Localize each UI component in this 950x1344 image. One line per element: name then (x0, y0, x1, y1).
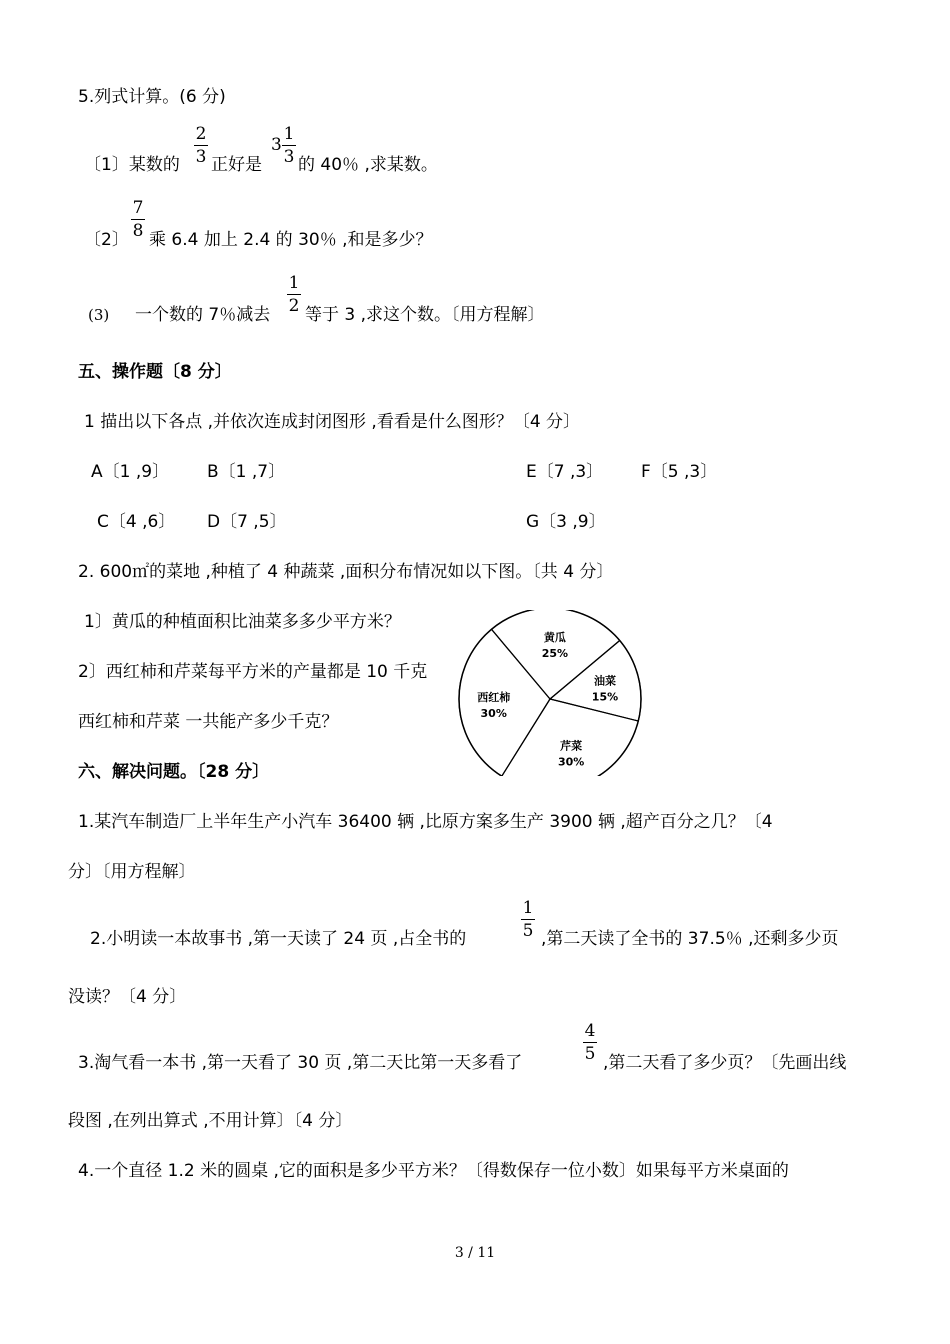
pie-label-3: 西红柿 (477, 690, 511, 704)
fraction-bar (131, 219, 145, 220)
pie-label-2: 芹菜 (560, 739, 583, 753)
page-number: 3 / 11 (454, 1245, 496, 1261)
q5-p1-pre: 〔1〕某数的 (84, 155, 180, 175)
fraction-bar (583, 1042, 597, 1043)
fraction-numerator: 1 (522, 898, 534, 918)
fraction-numerator: 1 (288, 273, 300, 293)
point-e: E〔7 ,3〕 (526, 462, 604, 482)
section5-q2-3: 西红柿和芹菜 一共能产多少千克？ (78, 712, 339, 732)
fraction-denominator: 2 (288, 296, 300, 316)
q5-p2-pre: 〔2〕 (84, 230, 129, 250)
fraction-bar (194, 145, 208, 146)
fraction-bar (282, 145, 296, 146)
section6-q1-line1: 1.某汽车制造厂上半年生产小汽车 36400 辆 ,比原方案多生产 3900 辆 ,超产百分之几？〔4 (78, 812, 773, 832)
fraction-denominator: 3 (283, 147, 295, 167)
fraction-bar (287, 294, 301, 295)
pie-value-0: 25% (541, 646, 569, 660)
fraction-numerator: 4 (584, 1021, 596, 1041)
q5-heading: 5.列式计算。(6 分) (78, 87, 226, 107)
section6-heading: 六、解决问题。〔28 分〕 (78, 762, 270, 782)
pie-value-1: 15% (591, 690, 619, 704)
section5-q2-1: 1〕黄瓜的种植面积比油菜多多少平方米？ (84, 612, 401, 632)
fraction-numerator: 7 (132, 198, 144, 218)
section6-q3-post: ,第二天看了多少页？〔先画出线 (603, 1053, 847, 1073)
q5-p2-post: 乘 6.4 加上 2.4 的 30％ ,和是多少？ (149, 230, 433, 250)
section6-q2-fraction (521, 898, 535, 941)
fraction-numerator: 1 (283, 124, 295, 144)
q5-p3-pre: 一个数的 7％减去 (135, 305, 271, 325)
pie-value-3: 30% (480, 706, 507, 720)
section6-q2-post: ,第二天读了全书的 37.5％ ,还剩多少页 (541, 929, 839, 949)
pie-label-0: 黄瓜 (543, 630, 566, 644)
pie-label-1: 油菜 (593, 674, 616, 688)
section5-heading: 五、操作题〔8 分〕 (78, 362, 232, 382)
section6-q3-pre: 3.淘气看一本书 ,第一天看了 30 页 ,第二天比第一天多看了 (78, 1053, 523, 1073)
point-b: B〔1 ,7〕 (207, 462, 286, 482)
q5-p2-fraction (131, 198, 145, 241)
fraction-denominator: 5 (584, 1044, 596, 1064)
point-c: C〔4 ,6〕 (97, 512, 176, 532)
point-f: F〔5 ,3〕 (641, 462, 718, 482)
section5-q1: 1 描出以下各点 ,并依次连成封闭图形 ,看看是什么图形？〔4 分〕 (84, 412, 581, 432)
section6-q2-pre: 2.小明读一本故事书 ,第一天读了 24 页 ,占全书的 (90, 929, 467, 949)
section6-q2-line2: 没读？〔4 分〕 (68, 987, 187, 1007)
section6-q3-fraction (583, 1021, 597, 1064)
fraction-numerator: 2 (195, 124, 207, 144)
section6-q4-line1: 4.一个直径 1.2 米的圆桌 ,它的面积是多少平方米？〔得数保存一位小数〕如果每平方米桌面的 (78, 1161, 789, 1181)
vegetable-pie-chart (456, 610, 646, 776)
fraction-denominator: 5 (522, 921, 534, 941)
pie-value-2: 30% (557, 755, 585, 769)
q5-p1-mixed-fraction (282, 124, 296, 167)
point-g: G〔3 ,9〕 (526, 512, 606, 532)
section5-q2-2: 2〕西红柿和芹菜每平方米的产量都是 10 千克 (78, 662, 428, 682)
fraction-bar (521, 919, 535, 920)
q5-p1-mid: 正好是 (211, 155, 262, 175)
section6-q1-line2: 分〕〔用方程解〕 (68, 862, 196, 882)
q5-p1-mixed-whole: 3 (271, 135, 282, 155)
q5-p3-fraction (287, 273, 301, 316)
q5-p3-label: (3) (88, 306, 110, 324)
q5-p1-fraction (194, 124, 208, 167)
q5-p3-post: 等于 3 ,求这个数。〔用方程解〕 (305, 305, 545, 325)
section6-q3-line2: 段图 ,在列出算式 ,不用计算〕〔4 分〕 (68, 1111, 353, 1131)
section5-q2: 2. 600㎡的菜地 ,种植了 4 种蔬菜 ,面积分布情况如以下图。〔共 4 分〕 (78, 562, 614, 582)
point-d: D〔7 ,5〕 (207, 512, 287, 532)
point-a: A〔1 ,9〕 (91, 462, 170, 482)
fraction-denominator: 8 (132, 221, 144, 241)
fraction-denominator: 3 (195, 147, 207, 167)
q5-p1-post: 的 40％ ,求某数。 (298, 155, 438, 175)
